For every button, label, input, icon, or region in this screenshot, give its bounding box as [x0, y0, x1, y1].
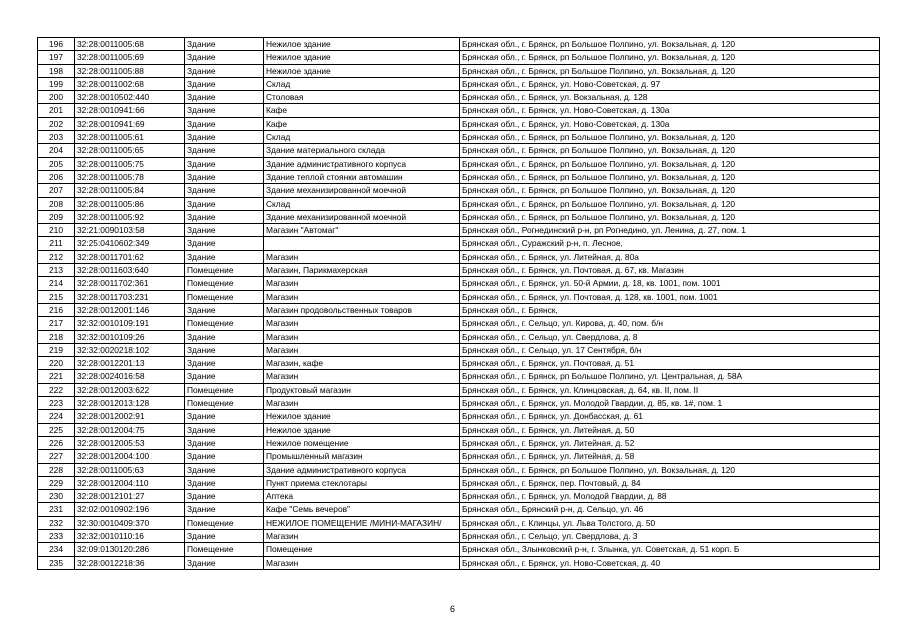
object-name: Магазин, Парикмахерская	[264, 264, 460, 277]
object-address: Брянская обл., г. Сельцо, ул. Кирова, д. 40, пом. б/н	[460, 317, 880, 330]
object-address: Брянская обл., г. Брянск, ул. Клинцовская, д. 64, кв. II, пом. II	[460, 383, 880, 396]
row-number: 215	[38, 290, 75, 303]
object-name: Помещение	[264, 543, 460, 556]
object-address: Брянская обл., г. Брянск, пер. Почтовый, д. 84	[460, 476, 880, 489]
row-number: 211	[38, 237, 75, 250]
table-row	[38, 157, 880, 170]
object-address: Брянская обл., г. Брянск, ул. 50-й Армии, д. 18, кв. 1001, пом. 1001	[460, 277, 880, 290]
cadastral-number: 32:28:0012101:27	[75, 490, 185, 503]
cadastral-number: 32:28:0011603:640	[75, 264, 185, 277]
object-name: Склад	[264, 77, 460, 90]
cadastral-number: 32:28:0011005:65	[75, 144, 185, 157]
cadastral-number: 32:28:0011005:69	[75, 51, 185, 64]
object-type: Здание	[185, 370, 264, 383]
table-row	[38, 343, 880, 356]
object-type: Здание	[185, 77, 264, 90]
object-type: Помещение	[185, 516, 264, 529]
object-name: Кафе	[264, 117, 460, 130]
object-type: Здание	[185, 104, 264, 117]
object-address: Брянская обл., г. Брянск, ул. Ново-Советская, д. 130а	[460, 104, 880, 117]
object-address: Брянская обл., г. Брянск, ул. Молодой Гвардии, д. 85, кв. 1#, пом. 1	[460, 397, 880, 410]
row-number: 226	[38, 436, 75, 449]
object-name: Нежилое здание	[264, 410, 460, 423]
object-type: Здание	[185, 450, 264, 463]
table-row	[38, 529, 880, 542]
cadastral-number: 32:32:0020218:102	[75, 343, 185, 356]
cadastral-number: 32:28:0011002:68	[75, 77, 185, 90]
object-name: Промышленный магазин	[264, 450, 460, 463]
row-number: 200	[38, 91, 75, 104]
cadastral-number: 32:28:0011005:84	[75, 184, 185, 197]
cadastral-number: 32:28:0011005:61	[75, 131, 185, 144]
table-row	[38, 64, 880, 77]
object-address: Брянская обл., г. Брянск, ул. Литейная, д. 80а	[460, 250, 880, 263]
object-type: Здание	[185, 197, 264, 210]
table-row	[38, 397, 880, 410]
object-name: Аптека	[264, 490, 460, 503]
table-row	[38, 436, 880, 449]
object-address: Брянская обл., г. Брянск, рп Большое Полпино, ул. Вокзальная, д. 120	[460, 38, 880, 51]
table-row	[38, 476, 880, 489]
table-row	[38, 450, 880, 463]
object-name: Здание механизированной моечной	[264, 184, 460, 197]
object-type: Здание	[185, 210, 264, 223]
object-name: Магазин, кафе	[264, 357, 460, 370]
table-row	[38, 51, 880, 64]
table-row	[38, 490, 880, 503]
object-type: Здание	[185, 330, 264, 343]
object-name: Нежилое помещение	[264, 436, 460, 449]
object-name: Здание административного корпуса	[264, 157, 460, 170]
cadastral-number: 32:32:0010110:16	[75, 529, 185, 542]
row-number: 201	[38, 104, 75, 117]
object-address: Брянская обл., Злынковский р-н, г. Злынка, ул. Советская, д. 51 корп. Б	[460, 543, 880, 556]
cadastral-number: 32:28:0011703:231	[75, 290, 185, 303]
object-name: Пункт приема стеклотары	[264, 476, 460, 489]
object-name: Здание административного корпуса	[264, 463, 460, 476]
object-address: Брянская обл., г. Сельцо, ул. Свердлова, д. 8	[460, 330, 880, 343]
row-number: 224	[38, 410, 75, 423]
object-address: Брянская обл., г. Брянск, ул. Донбасская, д. 61	[460, 410, 880, 423]
row-number: 204	[38, 144, 75, 157]
table-row	[38, 250, 880, 263]
object-address: Брянская обл., г. Брянск, рп Большое Полпино, ул. Вокзальная, д. 120	[460, 170, 880, 183]
table-row	[38, 197, 880, 210]
row-number: 228	[38, 463, 75, 476]
cadastral-number: 32:28:0012218:36	[75, 556, 185, 569]
table-row	[38, 131, 880, 144]
object-type: Здание	[185, 476, 264, 489]
object-name: Магазин	[264, 290, 460, 303]
cadastral-number: 32:28:0012013:128	[75, 397, 185, 410]
object-name: Магазин	[264, 317, 460, 330]
cadastral-number: 32:21:0090103:58	[75, 224, 185, 237]
row-number: 206	[38, 170, 75, 183]
table-row	[38, 556, 880, 569]
object-name: НЕЖИЛОЕ ПОМЕЩЕНИЕ /МИНИ-МАГАЗИН/	[264, 516, 460, 529]
object-type: Здание	[185, 250, 264, 263]
object-type: Помещение	[185, 264, 264, 277]
row-number: 233	[38, 529, 75, 542]
table-row	[38, 264, 880, 277]
row-number: 207	[38, 184, 75, 197]
row-number: 208	[38, 197, 75, 210]
registry-table-body	[38, 38, 880, 570]
cadastral-number: 32:28:0012201:13	[75, 357, 185, 370]
row-number: 198	[38, 64, 75, 77]
object-name: Магазин продовольственных товаров	[264, 303, 460, 316]
cadastral-number: 32:09:0130120:286	[75, 543, 185, 556]
cadastral-number: 32:28:0011005:68	[75, 38, 185, 51]
table-row	[38, 410, 880, 423]
object-address: Брянская обл., г. Брянск, рп Большое Полпино, ул. Вокзальная, д. 120	[460, 64, 880, 77]
cadastral-number: 32:28:0011005:63	[75, 463, 185, 476]
row-number: 229	[38, 476, 75, 489]
object-type: Здание	[185, 51, 264, 64]
row-number: 217	[38, 317, 75, 330]
object-address: Брянская обл., г. Сельцо, ул. 17 Сентября, б/н	[460, 343, 880, 356]
cadastral-number: 32:32:0010109:191	[75, 317, 185, 330]
object-type: Помещение	[185, 277, 264, 290]
object-name: Магазин	[264, 277, 460, 290]
table-row	[38, 91, 880, 104]
object-name: Столовая	[264, 91, 460, 104]
object-name: Нежилое здание	[264, 64, 460, 77]
object-type: Здание	[185, 529, 264, 542]
cadastral-number: 32:28:0011702:361	[75, 277, 185, 290]
object-type: Помещение	[185, 290, 264, 303]
object-address: Брянская обл., г. Брянск, рп Большое Полпино, ул. Вокзальная, д. 120	[460, 144, 880, 157]
object-type: Здание	[185, 423, 264, 436]
row-number: 222	[38, 383, 75, 396]
object-address: Брянская обл., г. Брянск, рп Большое Полпино, ул. Вокзальная, д. 120	[460, 184, 880, 197]
object-address: Брянская обл., г. Брянск, ул. Литейная, д. 58	[460, 450, 880, 463]
row-number: 205	[38, 157, 75, 170]
table-row	[38, 277, 880, 290]
row-number: 213	[38, 264, 75, 277]
row-number: 218	[38, 330, 75, 343]
cadastral-number: 32:28:0011005:88	[75, 64, 185, 77]
object-address: Брянская обл., г. Брянск, ул. Литейная, д. 52	[460, 436, 880, 449]
row-number: 209	[38, 210, 75, 223]
row-number: 231	[38, 503, 75, 516]
table-row	[38, 463, 880, 476]
object-type: Здание	[185, 184, 264, 197]
cadastral-number: 32:28:0011005:78	[75, 170, 185, 183]
object-name: Кафе	[264, 104, 460, 117]
object-type: Помещение	[185, 543, 264, 556]
object-address: Брянская обл., г. Брянск, ул. Почтовая, д. 51	[460, 357, 880, 370]
cadastral-number: 32:28:0012004:100	[75, 450, 185, 463]
cadastral-number: 32:28:0011701:62	[75, 250, 185, 263]
table-row	[38, 317, 880, 330]
object-type: Здание	[185, 410, 264, 423]
object-name: Нежилое здание	[264, 423, 460, 436]
row-number: 202	[38, 117, 75, 130]
cadastral-number: 32:28:0012002:91	[75, 410, 185, 423]
object-type: Здание	[185, 556, 264, 569]
cadastral-number: 32:28:0012003:622	[75, 383, 185, 396]
row-number: 234	[38, 543, 75, 556]
table-row	[38, 117, 880, 130]
page-number: 6	[449, 604, 455, 614]
object-address: Брянская обл., г. Сельцо, ул. Свердлова, д. 3	[460, 529, 880, 542]
row-number: 235	[38, 556, 75, 569]
object-address: Брянская обл., г. Брянск, рп Большое Полпино, ул. Вокзальная, д. 120	[460, 463, 880, 476]
object-name: Магазин	[264, 370, 460, 383]
object-type: Здание	[185, 144, 264, 157]
cadastral-number: 32:28:0011005:92	[75, 210, 185, 223]
object-type: Помещение	[185, 397, 264, 410]
object-name: Магазин	[264, 343, 460, 356]
object-type: Здание	[185, 91, 264, 104]
object-address: Брянская обл., г. Брянск, рп Большое Полпино, ул. Вокзальная, д. 120	[460, 197, 880, 210]
object-name: Магазин	[264, 330, 460, 343]
cadastral-number: 32:28:0010941:66	[75, 104, 185, 117]
object-type: Здание	[185, 436, 264, 449]
object-address: Брянская обл., г. Брянск, ул. Почтовая, д. 67, кв. Магазин	[460, 264, 880, 277]
row-number: 212	[38, 250, 75, 263]
row-number: 227	[38, 450, 75, 463]
table-row	[38, 144, 880, 157]
object-type: Здание	[185, 237, 264, 250]
table-row	[38, 170, 880, 183]
object-type: Здание	[185, 303, 264, 316]
object-name: Магазин	[264, 397, 460, 410]
object-address: Брянская обл., г. Брянск, ул. Ново-Советская, д. 40	[460, 556, 880, 569]
object-type: Здание	[185, 463, 264, 476]
object-name: Нежилое здание	[264, 38, 460, 51]
object-name: Магазин "Автомаг"	[264, 224, 460, 237]
object-address: Брянская обл., г. Брянск, ул. Вокзальная, д. 128	[460, 91, 880, 104]
table-row	[38, 516, 880, 529]
cadastral-number: 32:28:0010502:440	[75, 91, 185, 104]
object-address: Брянская обл., г. Брянск, рп Большое Полпино, ул. Вокзальная, д. 120	[460, 51, 880, 64]
object-type: Здание	[185, 157, 264, 170]
cadastral-number: 32:28:0024016:58	[75, 370, 185, 383]
object-address: Брянская обл., г. Брянск, рп Большое Полпино, ул. Центральная, д. 58А	[460, 370, 880, 383]
object-name: Кафе "Семь вечеров"	[264, 503, 460, 516]
object-type: Здание	[185, 224, 264, 237]
table-row	[38, 77, 880, 90]
cadastral-number: 32:28:0012001:146	[75, 303, 185, 316]
row-number: 221	[38, 370, 75, 383]
table-row	[38, 104, 880, 117]
row-number: 196	[38, 38, 75, 51]
cadastral-number: 32:28:0012004:75	[75, 423, 185, 436]
object-address: Брянская обл., Брянский р-н, д. Сельцо, ул. 46	[460, 503, 880, 516]
table-row	[38, 210, 880, 223]
object-address: Брянская обл., г. Брянск, ул. Почтовая, д. 128, кв. 1001, пом. 1001	[460, 290, 880, 303]
object-name: Здание теплой стоянки автомашин	[264, 170, 460, 183]
table-row	[38, 224, 880, 237]
object-address: Брянская обл., г. Брянск,	[460, 303, 880, 316]
object-type: Здание	[185, 64, 264, 77]
object-name	[264, 237, 460, 250]
row-number: 199	[38, 77, 75, 90]
object-name: Нежилое здание	[264, 51, 460, 64]
object-type: Здание	[185, 357, 264, 370]
row-number: 197	[38, 51, 75, 64]
cadastral-number: 32:30:0010409:370	[75, 516, 185, 529]
cadastral-number: 32:28:0010941:69	[75, 117, 185, 130]
row-number: 203	[38, 131, 75, 144]
cadastral-number: 32:28:0012004:110	[75, 476, 185, 489]
table-row	[38, 237, 880, 250]
object-type: Помещение	[185, 317, 264, 330]
object-type: Здание	[185, 503, 264, 516]
object-address: Брянская обл., г. Брянск, ул. Ново-Советская, д. 97	[460, 77, 880, 90]
cadastral-number: 32:28:0011005:75	[75, 157, 185, 170]
table-row	[38, 383, 880, 396]
object-type: Здание	[185, 131, 264, 144]
object-name: Здание материального склада	[264, 144, 460, 157]
table-row	[38, 503, 880, 516]
object-name: Магазин	[264, 556, 460, 569]
object-address: Брянская обл., г. Брянск, рп Большое Полпино, ул. Вокзальная, д. 120	[460, 131, 880, 144]
cadastral-number: 32:32:0010109:26	[75, 330, 185, 343]
table-row	[38, 330, 880, 343]
object-type: Здание	[185, 38, 264, 51]
table-row	[38, 543, 880, 556]
object-name: Продуктовый магазин	[264, 383, 460, 396]
registry-table	[37, 37, 880, 570]
object-address: Брянская обл., г. Брянск, ул. Молодой Гвардии, д. 88	[460, 490, 880, 503]
object-name: Склад	[264, 131, 460, 144]
object-address: Брянская обл., г. Брянск, рп Большое Полпино, ул. Вокзальная, д. 120	[460, 210, 880, 223]
row-number: 219	[38, 343, 75, 356]
cadastral-number: 32:25:0410602:349	[75, 237, 185, 250]
cadastral-number: 32:28:0011005:86	[75, 197, 185, 210]
object-address: Брянская обл., г. Клинцы, ул. Льва Толстого, д. 50	[460, 516, 880, 529]
table-row	[38, 38, 880, 51]
row-number: 214	[38, 277, 75, 290]
row-number: 225	[38, 423, 75, 436]
object-name: Здание механизированной моечной	[264, 210, 460, 223]
object-type: Здание	[185, 117, 264, 130]
row-number: 210	[38, 224, 75, 237]
object-name: Магазин	[264, 250, 460, 263]
table-row	[38, 184, 880, 197]
object-type: Помещение	[185, 383, 264, 396]
table-row	[38, 290, 880, 303]
object-type: Здание	[185, 343, 264, 356]
table-row	[38, 303, 880, 316]
cadastral-number: 32:02:0010902:196	[75, 503, 185, 516]
row-number: 232	[38, 516, 75, 529]
object-address: Брянская обл., Рогнединский р-н, рп Рогнедино, ул. Ленина, д. 27, пом. 1	[460, 224, 880, 237]
object-address: Брянская обл., г. Брянск, ул. Литейная, д. 50	[460, 423, 880, 436]
cadastral-number: 32:28:0012005:53	[75, 436, 185, 449]
row-number: 223	[38, 397, 75, 410]
object-address: Брянская обл., Суражский р-н, п. Лесное,	[460, 237, 880, 250]
row-number: 220	[38, 357, 75, 370]
object-name: Магазин	[264, 529, 460, 542]
object-name: Склад	[264, 197, 460, 210]
table-row	[38, 423, 880, 436]
object-type: Здание	[185, 170, 264, 183]
table-row	[38, 370, 880, 383]
row-number: 216	[38, 303, 75, 316]
table-row	[38, 357, 880, 370]
object-address: Брянская обл., г. Брянск, рп Большое Полпино, ул. Вокзальная, д. 120	[460, 157, 880, 170]
object-address: Брянская обл., г. Брянск, ул. Ново-Советская, д. 130а	[460, 117, 880, 130]
row-number: 230	[38, 490, 75, 503]
object-type: Здание	[185, 490, 264, 503]
